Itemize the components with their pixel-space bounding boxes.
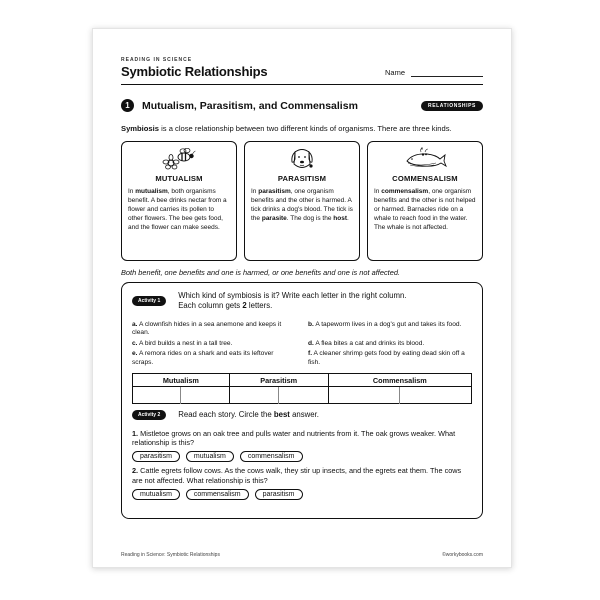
whale-barnacle-icon (374, 146, 476, 172)
footer-left: Reading in Science: Symbiotic Relationships (121, 552, 220, 558)
activity1-instructions (178, 291, 406, 312)
question-text: Mistletoe grows on an oak tree and pulls water and nutrients from it. The oak grows weaker. What relationship is this? (132, 428, 456, 448)
card-commensalism (367, 141, 483, 261)
bee-flower-icon (128, 146, 230, 172)
item-text: A bird builds a nest in a tall tree. (138, 339, 233, 347)
answer-cell[interactable] (279, 387, 328, 404)
card-text-bold: host (333, 214, 348, 222)
answer-cell[interactable] (328, 387, 400, 404)
activity1-badge: Activity 1 (132, 296, 166, 306)
sort-table-row (133, 387, 472, 404)
list-item (308, 350, 472, 367)
column-mutualism: Mutualism (133, 374, 230, 387)
card-text-bold: parasitism (258, 187, 291, 195)
header-rule (121, 84, 483, 85)
card-mutualism (121, 141, 237, 261)
list-item (132, 350, 296, 367)
question-2 (132, 466, 472, 486)
card-text-part: In (374, 187, 382, 195)
item-text: A clownfish hides in a sea anemone and keeps it clean. (132, 320, 282, 336)
section-number: 1 (121, 99, 134, 112)
activity1-line1: Which kind of symbiosis is it? Write each letter in the right column. (178, 290, 407, 300)
card-text-part: . (347, 214, 349, 222)
card-text-part: , one organism benefits and the other is not helped or harmed. Barnacles ride on a whale to reach food in the water. The whale is not affected. (374, 187, 476, 231)
activity2-instructions (178, 410, 319, 421)
card-title: COMMENSALISM (392, 173, 458, 183)
sort-table-header (133, 374, 472, 387)
card-text-bold: mutualism (135, 187, 168, 195)
item-letter: a. (132, 320, 138, 328)
card-text-part: In (128, 187, 136, 195)
instr-bold: best (273, 410, 290, 419)
list-item (132, 340, 296, 349)
option-commensalism[interactable]: commensalism (240, 451, 303, 462)
dog-tick-icon (251, 146, 353, 172)
item-letter: f. (308, 350, 313, 357)
intro-bold: Symbiosis (121, 124, 159, 133)
column-commensalism: Commensalism (328, 374, 471, 387)
answer-cell[interactable] (229, 387, 278, 404)
item-letter: b. (308, 320, 314, 328)
question-text: Cattle egrets follow cows. As the cows walk, they stir up insects, and the egrets eat them. The cows are not affected. What relationship is this? (132, 466, 462, 485)
list-item (308, 321, 472, 338)
card-text-part: . The dog is the (286, 214, 334, 222)
intro-paragraph (121, 124, 483, 135)
item-letter: d. (308, 339, 314, 347)
card-text (128, 187, 230, 232)
card-text (374, 187, 476, 232)
card-text (251, 187, 353, 223)
footer-right: ©workybooks.com (442, 552, 483, 558)
question-number: 2. (132, 466, 139, 476)
item-text: A flea bites a cat and drinks its blood. (315, 339, 425, 347)
instr-part: answer. (289, 410, 319, 419)
activity-box (121, 282, 483, 519)
activity1-line2 (178, 301, 406, 312)
instr-part: letters. (246, 301, 273, 310)
section-title: Mutualism, Parasitism, and Commensalism (142, 99, 358, 112)
question-2-options (132, 489, 472, 500)
question-1 (132, 429, 472, 449)
card-text-part: , both organisms benefit. A bee drinks nectar from a flower and carries its pollen to other flowers. The bee gets food, and the flower can make seeds. (128, 187, 227, 231)
card-title: PARASITISM (277, 173, 327, 183)
activity2-header (132, 410, 472, 421)
option-commensalism[interactable]: commensalism (186, 489, 249, 500)
instr-part: Read each story. Circle the (178, 410, 274, 419)
option-parasitism[interactable]: parasitism (255, 489, 303, 500)
activity1-header (132, 291, 472, 312)
card-text-part: , one organism benefits and the other is harmed. A tick drinks a dog's blood. The tick is the (251, 187, 353, 222)
card-parasitism (244, 141, 360, 261)
intro-rest: is a close relationship between two different kinds of organisms. There are three kinds. (158, 124, 452, 133)
page-title: Symbiotic Relationships (121, 64, 268, 79)
question-1-options (132, 451, 472, 462)
list-item (308, 340, 472, 349)
activity1-items (132, 321, 472, 368)
item-letter: e. (132, 350, 138, 357)
item-text: A tapeworm lives in a dog's gut and takes its food. (315, 320, 462, 328)
item-text: A cleaner shrimp gets food by eating dead skin off a fish. (308, 350, 465, 366)
concept-cards (121, 141, 483, 261)
summary-line: Both benefit, one benefits and one is harmed, or one benefits and one is not affected. (121, 267, 400, 277)
option-mutualism[interactable]: mutualism (186, 451, 234, 462)
activity2-badge: Activity 2 (132, 410, 166, 420)
answer-cell[interactable] (400, 387, 472, 404)
question-number: 1. (132, 428, 139, 438)
page-footer (121, 552, 483, 558)
item-text: A remora rides on a shark and eats its leftover scraps. (132, 350, 274, 366)
name-label: Name (384, 68, 405, 77)
sort-table (132, 373, 472, 404)
instr-bold: 2 (242, 301, 247, 310)
card-text-bold: commensalism (381, 187, 429, 195)
header-row (121, 64, 483, 79)
name-line[interactable] (411, 69, 483, 77)
option-mutualism[interactable]: mutualism (132, 489, 180, 500)
answer-cell[interactable] (181, 387, 229, 404)
column-parasitism: Parasitism (229, 374, 328, 387)
section-header (121, 99, 483, 112)
section-tag: RELATIONSHIPS (421, 101, 483, 111)
card-text-bold: parasite (261, 214, 287, 222)
worksheet-page (92, 28, 512, 568)
answer-cell[interactable] (133, 387, 181, 404)
list-item (132, 321, 296, 338)
header-kicker: READING IN SCIENCE (121, 57, 193, 63)
card-text-part: In (251, 187, 259, 195)
instr-part: Each column gets (178, 301, 243, 310)
option-parasitism[interactable]: parasitism (132, 451, 180, 462)
card-title: MUTUALISM (155, 173, 203, 183)
item-letter: c. (132, 339, 138, 347)
name-field (385, 68, 483, 77)
